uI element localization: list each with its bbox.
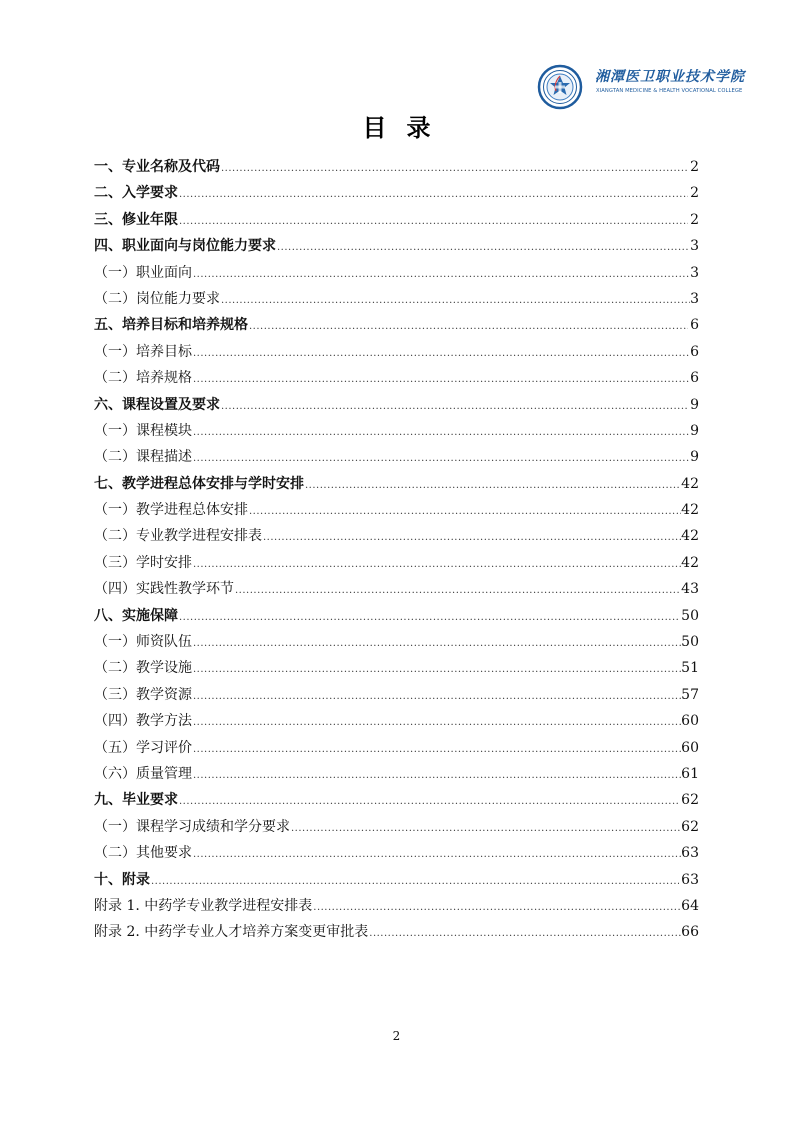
toc-leader-dots bbox=[179, 605, 679, 631]
toc-entry-page: 57 bbox=[681, 686, 699, 703]
toc-entry-label: （六）质量管理 bbox=[94, 765, 192, 782]
toc-leader-dots bbox=[193, 763, 681, 789]
toc-entry[interactable] bbox=[94, 418, 699, 444]
toc-leader-dots bbox=[249, 314, 688, 340]
toc-entry[interactable] bbox=[94, 655, 699, 681]
toc-leader-dots bbox=[305, 473, 679, 499]
toc-entry-page: 50 bbox=[681, 607, 699, 624]
toc-leader-dots bbox=[151, 869, 679, 895]
toc-entry-page: 42 bbox=[681, 475, 699, 492]
toc-entry[interactable] bbox=[94, 735, 699, 761]
toc-leader-dots bbox=[193, 631, 681, 657]
toc-entry-label: 附录 2. 中药学专业人才培养方案变更审批表 bbox=[94, 924, 369, 941]
toc-entry[interactable] bbox=[94, 260, 699, 286]
toc-entry-page: 42 bbox=[681, 502, 699, 519]
toc-entry-page: 60 bbox=[681, 739, 699, 756]
toc-entry[interactable] bbox=[94, 339, 699, 365]
toc-leader-dots bbox=[313, 895, 681, 921]
toc-entry-page: 63 bbox=[681, 845, 699, 862]
page-title: 目录 bbox=[362, 114, 451, 142]
toc-entry-page: 42 bbox=[681, 554, 699, 571]
toc-entry[interactable] bbox=[94, 154, 699, 180]
toc-entry-page: 43 bbox=[681, 581, 699, 598]
toc-entry-page: 6 bbox=[690, 317, 699, 334]
college-emblem-icon bbox=[537, 64, 589, 110]
toc-entry-label: 附录 1. 中药学专业教学进程安排表 bbox=[94, 897, 313, 914]
toc-entry-page: 60 bbox=[681, 713, 699, 730]
toc-entry-label: 八、实施保障 bbox=[94, 607, 178, 624]
toc-leader-dots bbox=[221, 156, 688, 182]
toc-entry[interactable] bbox=[94, 207, 699, 233]
toc-entry-label: （二）教学设施 bbox=[94, 660, 192, 677]
toc-entry[interactable] bbox=[94, 814, 699, 840]
toc-entry[interactable] bbox=[94, 233, 699, 259]
toc-leader-dots bbox=[193, 552, 681, 578]
toc-entry-label: （五）学习评价 bbox=[94, 739, 192, 756]
toc-leader-dots bbox=[193, 842, 681, 868]
toc-leader-dots bbox=[193, 684, 681, 710]
toc-entry-label: （三）教学资源 bbox=[94, 686, 192, 703]
toc-leader-dots bbox=[179, 789, 679, 815]
toc-leader-dots bbox=[193, 446, 690, 472]
toc-entry-page: 51 bbox=[681, 660, 699, 677]
toc-entry-label: （二）其他要求 bbox=[94, 845, 192, 862]
toc-leader-dots bbox=[249, 499, 681, 525]
toc-entry-label: （三）学时安排 bbox=[94, 554, 192, 571]
toc-entry[interactable] bbox=[94, 761, 699, 787]
toc-entry-page: 3 bbox=[690, 238, 699, 255]
toc-entry-page: 64 bbox=[681, 897, 699, 914]
toc-leader-dots bbox=[193, 737, 681, 763]
toc-entry-label: （一）课程模块 bbox=[94, 422, 192, 439]
toc-entry-label: （二）专业教学进程安排表 bbox=[94, 528, 262, 545]
toc-entry[interactable] bbox=[94, 392, 699, 418]
toc-entry-label: 七、教学进程总体安排与学时安排 bbox=[94, 475, 304, 492]
toc-entry-page: 62 bbox=[681, 818, 699, 835]
toc-leader-dots bbox=[291, 816, 681, 842]
toc-entry[interactable] bbox=[94, 708, 699, 734]
toc-leader-dots bbox=[193, 710, 681, 736]
toc-entry-label: 十、附录 bbox=[94, 871, 150, 888]
toc-entry-label: （一）师资队伍 bbox=[94, 634, 192, 651]
toc-entry[interactable] bbox=[94, 497, 699, 523]
toc-entry[interactable] bbox=[94, 576, 699, 602]
toc-entry-page: 9 bbox=[690, 396, 699, 413]
toc-entry-label: 二、入学要求 bbox=[94, 185, 178, 202]
toc-entry[interactable] bbox=[94, 867, 699, 893]
toc-leader-dots bbox=[193, 262, 690, 288]
toc-entry-page: 63 bbox=[681, 871, 699, 888]
table-of-contents bbox=[94, 154, 699, 946]
toc-leader-dots bbox=[221, 288, 690, 314]
toc-entry[interactable] bbox=[94, 550, 699, 576]
toc-entry-page: 61 bbox=[681, 765, 699, 782]
toc-entry-label: 六、课程设置及要求 bbox=[94, 396, 220, 413]
toc-entry[interactable] bbox=[94, 893, 699, 919]
toc-entry[interactable] bbox=[94, 629, 699, 655]
toc-entry-label: 四、职业面向与岗位能力要求 bbox=[94, 238, 276, 255]
toc-leader-dots bbox=[369, 921, 681, 947]
toc-entry[interactable] bbox=[94, 603, 699, 629]
logo-brand-text: 湘潭医卫职业技术学院 bbox=[595, 69, 745, 85]
toc-entry[interactable] bbox=[94, 444, 699, 470]
toc-leader-dots bbox=[235, 578, 681, 604]
toc-entry-page: 42 bbox=[681, 528, 699, 545]
toc-entry-label: （一）教学进程总体安排 bbox=[94, 502, 248, 519]
toc-entry-page: 2 bbox=[690, 185, 699, 202]
toc-leader-dots bbox=[193, 341, 690, 367]
toc-entry[interactable] bbox=[94, 286, 699, 312]
toc-entry[interactable] bbox=[94, 312, 699, 338]
toc-leader-dots bbox=[179, 209, 688, 235]
logo-tagline: XIANGTAN MEDICINE & HEALTH VOCATIONAL COLLEGE bbox=[596, 88, 743, 94]
toc-entry-label: （四）实践性教学环节 bbox=[94, 581, 234, 598]
toc-entry-label: （二）岗位能力要求 bbox=[94, 290, 220, 307]
toc-entry-page: 9 bbox=[690, 422, 699, 439]
toc-entry-label: （一）课程学习成绩和学分要求 bbox=[94, 818, 290, 835]
toc-entry-page: 6 bbox=[690, 343, 699, 360]
toc-entry[interactable] bbox=[94, 919, 699, 945]
toc-leader-dots bbox=[179, 182, 688, 208]
toc-entry-page: 3 bbox=[690, 264, 699, 281]
toc-entry-page: 2 bbox=[690, 211, 699, 228]
toc-entry-label: 九、毕业要求 bbox=[94, 792, 178, 809]
toc-entry-page: 2 bbox=[690, 159, 699, 175]
toc-entry[interactable] bbox=[94, 840, 699, 866]
toc-leader-dots bbox=[193, 657, 681, 683]
toc-leader-dots bbox=[263, 525, 681, 551]
toc-entry-page: 9 bbox=[690, 449, 699, 466]
toc-entry-page: 62 bbox=[681, 792, 699, 809]
toc-entry-label: （二）课程描述 bbox=[94, 449, 192, 466]
toc-entry[interactable] bbox=[94, 523, 699, 549]
toc-entry[interactable] bbox=[94, 471, 699, 497]
college-logo bbox=[537, 64, 745, 110]
toc-entry-label: （二）培养规格 bbox=[94, 370, 192, 387]
toc-entry-label: （一）职业面向 bbox=[94, 264, 192, 281]
toc-entry[interactable] bbox=[94, 787, 699, 813]
toc-entry-label: （四）教学方法 bbox=[94, 713, 192, 730]
toc-entry-label: 五、培养目标和培养规格 bbox=[94, 317, 248, 334]
toc-entry-page: 6 bbox=[690, 370, 699, 387]
toc-entry[interactable] bbox=[94, 682, 699, 708]
toc-entry-page: 66 bbox=[681, 924, 699, 941]
toc-entry-label: 一、专业名称及代码 bbox=[94, 159, 220, 175]
footer-page-number: 2 bbox=[392, 1029, 401, 1043]
toc-entry-page: 50 bbox=[681, 634, 699, 651]
toc-entry-label: 三、修业年限 bbox=[94, 211, 178, 228]
toc-entry[interactable] bbox=[94, 365, 699, 391]
toc-leader-dots bbox=[277, 235, 688, 261]
toc-entry-page: 3 bbox=[690, 290, 699, 307]
toc-leader-dots bbox=[193, 367, 690, 393]
toc-entry-label: （一）培养目标 bbox=[94, 343, 192, 360]
toc-leader-dots bbox=[193, 420, 690, 446]
toc-leader-dots bbox=[221, 394, 688, 420]
toc-entry[interactable] bbox=[94, 180, 699, 206]
